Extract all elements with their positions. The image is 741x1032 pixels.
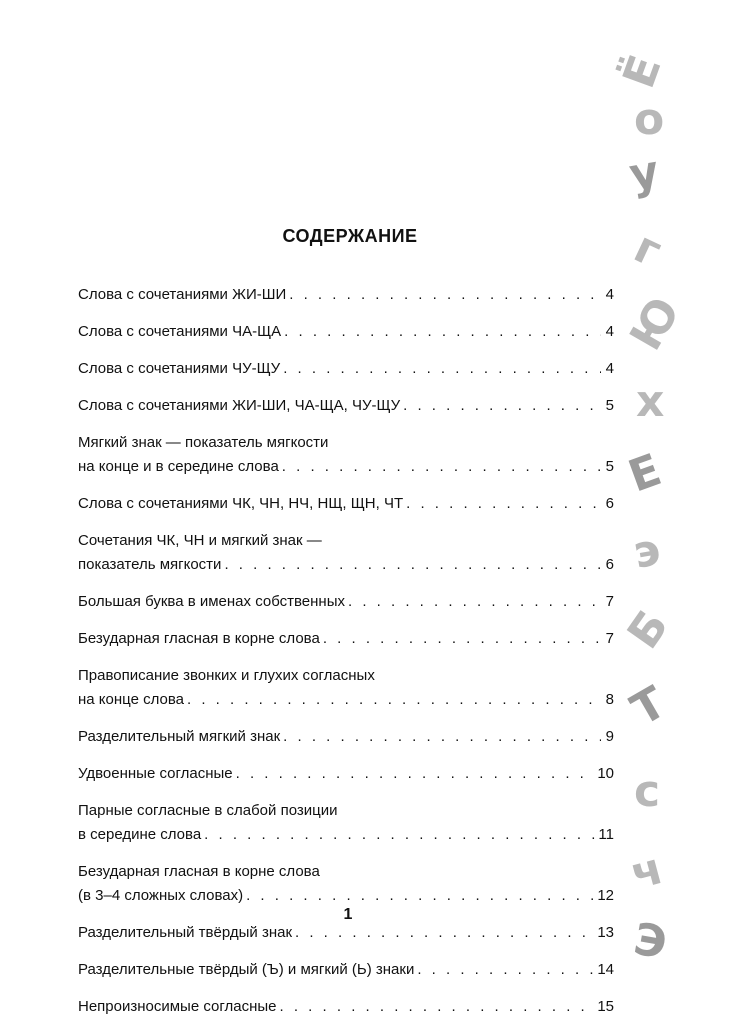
toc-entry bbox=[78, 627, 614, 651]
toc-entry bbox=[78, 529, 614, 577]
toc-entry-line: Безударная гласная в корне слова bbox=[78, 863, 320, 880]
decorative-letter: х bbox=[636, 376, 665, 427]
toc-entry-line: на конце и в середине слова bbox=[78, 458, 279, 475]
toc-entry-page: 6 bbox=[605, 556, 614, 573]
decorative-letter: ч bbox=[625, 842, 669, 901]
dot-leader bbox=[403, 394, 601, 418]
toc-entry bbox=[78, 492, 614, 516]
toc-entry bbox=[78, 431, 614, 479]
toc-entry-page: 4 bbox=[605, 286, 614, 303]
dot-leader bbox=[280, 995, 595, 1019]
toc-entry-line: в середине слова bbox=[78, 826, 202, 843]
decorative-letter: у bbox=[625, 145, 663, 202]
toc-entry-page: 10 bbox=[597, 765, 614, 782]
toc-entry bbox=[78, 725, 614, 749]
dot-leader bbox=[224, 553, 601, 577]
decorative-letter: Э bbox=[629, 913, 671, 970]
decorative-letter: о bbox=[634, 94, 665, 145]
toc-entry-page: 13 bbox=[597, 924, 614, 941]
toc-entry-line: Слова с сочетаниями ЧК, ЧН, НЧ, НЩ, ЩН, ЧТ bbox=[78, 495, 404, 512]
decorative-letter: Ю bbox=[620, 288, 691, 359]
dot-leader bbox=[323, 627, 601, 651]
dot-leader bbox=[236, 762, 595, 786]
dot-leader bbox=[283, 725, 601, 749]
toc-entry-page: 15 bbox=[597, 998, 614, 1015]
decorative-letter: Е bbox=[622, 444, 668, 503]
toc-entry bbox=[78, 320, 614, 344]
dot-leader bbox=[348, 590, 601, 614]
toc-entry-line: (в 3–4 сложных словах) bbox=[78, 887, 244, 904]
dot-leader bbox=[289, 283, 601, 307]
decorative-letter: Б bbox=[617, 601, 679, 659]
toc-entry-line: Безударная гласная в корне слова bbox=[78, 630, 320, 647]
toc-entry-page: 11 bbox=[598, 826, 614, 843]
toc-entry-line: Разделительный твёрдый знак bbox=[78, 924, 293, 941]
toc-entry-line: Непроизносимые согласные bbox=[78, 998, 277, 1015]
toc-entry-page: 8 bbox=[605, 691, 614, 708]
dot-leader bbox=[246, 884, 594, 908]
toc-entry-page: 5 bbox=[605, 458, 614, 475]
toc-entry-line: Мягкий знак — показатель мягкости bbox=[78, 434, 329, 451]
decorative-letters bbox=[610, 40, 730, 990]
toc-entry bbox=[78, 283, 614, 307]
toc-entry bbox=[78, 590, 614, 614]
toc-entry bbox=[78, 995, 614, 1019]
dot-leader bbox=[406, 492, 601, 516]
toc-entry bbox=[78, 860, 614, 908]
toc-entry-line: Слова с сочетаниями ЧУ-ЩУ bbox=[78, 360, 281, 377]
toc-entry-page: 14 bbox=[597, 961, 614, 978]
toc-entry bbox=[78, 762, 614, 786]
toc-entry bbox=[78, 799, 614, 847]
dot-leader bbox=[282, 455, 601, 479]
dot-leader bbox=[283, 357, 601, 381]
toc-entry-page: 6 bbox=[605, 495, 614, 512]
toc-entry bbox=[78, 664, 614, 712]
toc-entry bbox=[78, 921, 614, 945]
toc-entry-page: 4 bbox=[605, 360, 614, 377]
toc-entry-line: Разделительные твёрдый (Ъ) и мягкий (Ь) знаки bbox=[78, 961, 415, 978]
dot-leader bbox=[187, 688, 601, 712]
toc-entry-page: 9 bbox=[605, 728, 614, 745]
decorative-letter: г bbox=[626, 221, 669, 278]
toc-entry-page: 5 bbox=[605, 397, 614, 414]
toc-entry bbox=[78, 394, 614, 418]
decorative-letter: с bbox=[634, 766, 661, 817]
toc-entry-line: Правописание звонких и глухих согласных bbox=[78, 667, 375, 684]
toc-entry bbox=[78, 958, 614, 982]
toc-entry-line: Сочетания ЧК, ЧН и мягкий знак — bbox=[78, 532, 322, 549]
toc-entry-line: на конце слова bbox=[78, 691, 184, 708]
toc-entry-line: Большая буква в именах собственных bbox=[78, 593, 345, 610]
decorative-letter: Т bbox=[623, 676, 675, 737]
decorative-letter: э bbox=[629, 524, 665, 579]
toc-entry-line: показатель мягкости bbox=[78, 556, 222, 573]
dot-leader bbox=[284, 320, 601, 344]
toc-entry-line: Слова с сочетаниями ЖИ-ШИ, ЧА-ЩА, ЧУ-ЩУ bbox=[78, 397, 401, 414]
page-title: СОДЕРЖАНИЕ bbox=[282, 226, 418, 246]
toc-entry-line: Слова с сочетаниями ЖИ-ШИ bbox=[78, 286, 287, 303]
toc-entry-line: Удвоенные согласные bbox=[78, 765, 233, 782]
dot-leader bbox=[417, 958, 594, 982]
toc-entry-line: Разделительный мягкий знак bbox=[78, 728, 281, 745]
toc-entry-page: 12 bbox=[597, 887, 614, 904]
toc-entry-page: 7 bbox=[605, 593, 614, 610]
toc-entry-page: 4 bbox=[605, 323, 614, 340]
toc-entry bbox=[78, 357, 614, 381]
dot-leader bbox=[295, 921, 594, 945]
dot-leader bbox=[204, 823, 595, 847]
decorative-letter: Ё bbox=[613, 48, 672, 95]
page-number: 1 bbox=[343, 906, 353, 923]
toc-entry-page: 7 bbox=[605, 630, 614, 647]
toc-entry-line: Парные согласные в слабой позиции bbox=[78, 802, 338, 819]
toc-entry-line: Слова с сочетаниями ЧА-ЩА bbox=[78, 323, 282, 340]
